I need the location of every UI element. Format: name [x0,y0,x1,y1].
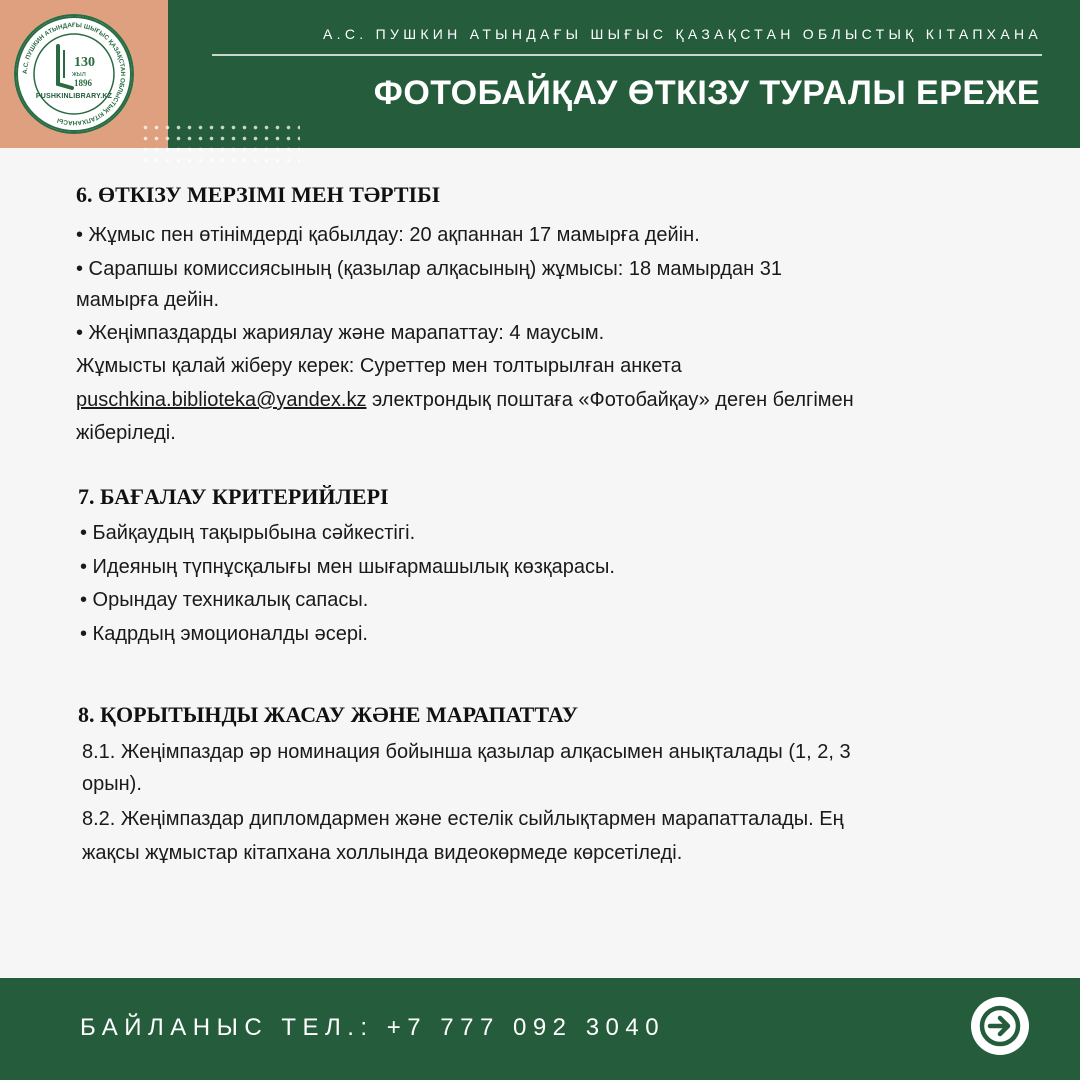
section-8-line-4: жақсы жұмыстар кітапхана холлында видеокөрмеде көрсетіледі. [82,842,683,864]
logo-url: PUSHKINLIBRARY.KZ [35,93,113,100]
footer-bar [0,978,1080,1080]
next-arrow-button[interactable] [971,997,1029,1055]
section-6-line-7: жіберіледі. [76,422,176,444]
logo-years: 130 [74,55,95,70]
section-6-line-5: Жұмысты қалай жіберу керек: Суреттер мен толтырылған анкета [76,355,682,377]
library-seal-icon [14,14,134,134]
logo-years-word: жыл [72,71,86,78]
section-6-line-4: • Жеңімпаздарды жариялау және марапаттау: 4 маусым. [76,322,605,344]
section-7-item-1: • Байқаудың тақырыбына сәйкестігі. [80,522,416,544]
section-6-line-6-rest: электрондық поштаға «Фотобайқау» деген белгімен [366,389,854,411]
arrow-right-icon [971,997,1029,1055]
header-banner [0,0,1080,148]
section-7-item-3: • Орындау техникалық сапасы. [80,589,369,611]
section-8-line-1: 8.1. Жеңімпаздар әр номинация бойынша қазылар алқасымен анықталады (1, 2, 3 [82,741,851,763]
library-logo [14,14,134,134]
section-7-item-4: • Кадрдың эмоционалды әсері. [80,623,368,645]
section-8-heading: 8. ҚОРЫТЫНДЫ ЖАСАУ ЖӘНЕ МАРАПАТТАУ [78,702,578,727]
section-7-item-2: • Идеяның түпнұсқалығы мен шығармашылық көзқарасы. [80,556,615,578]
page-title: ФОТОБАЙҚАУ ӨТКІЗУ ТУРАЛЫ ЕРЕЖЕ [373,74,1040,112]
contact-phone: БАЙЛАНЫС ТЕЛ.: +7 777 092 3040 [80,1014,666,1041]
section-6-heading: 6. ӨТКІЗУ МЕРЗІМІ МЕН ТӘРТІБІ [76,182,441,207]
logo-ring-text: А.С. ПУШКИН АТЫНДАҒЫ ШЫҒЫС ҚАЗАҚСТАН ОБЛЫСТЫҚ КІТАПХАНАСЫ [21,21,127,127]
section-7-heading: 7. БАҒАЛАУ КРИТЕРИЙЛЕРІ [78,484,389,509]
section-6-line-6 [76,389,854,412]
section-8-line-3: 8.2. Жеңімпаздар дипломдармен және естелік сыйлықтармен марапатталады. Ең [82,808,844,830]
section-6-line-3: мамырға дейін. [76,289,220,311]
logo-founded: 1896 [74,78,92,88]
organization-name: А.С. ПУШКИН АТЫНДАҒЫ ШЫҒЫС ҚАЗАҚСТАН ОБЛЫСТЫҚ КІТАПХАНА [323,26,1042,42]
decorative-dots [140,122,300,166]
section-6-line-1: • Жұмыс пен өтінімдерді қабылдау: 20 ақпаннан 17 мамырға дейін. [76,224,700,246]
email-link[interactable]: puschkina.biblioteka@yandex.kz [76,389,367,411]
header-divider [212,54,1042,56]
section-6-line-2: • Сарапшы комиссиясының (қазылар алқасының) жұмысы: 18 мамырдан 31 [76,258,782,280]
section-8-line-2: орын). [82,773,142,795]
